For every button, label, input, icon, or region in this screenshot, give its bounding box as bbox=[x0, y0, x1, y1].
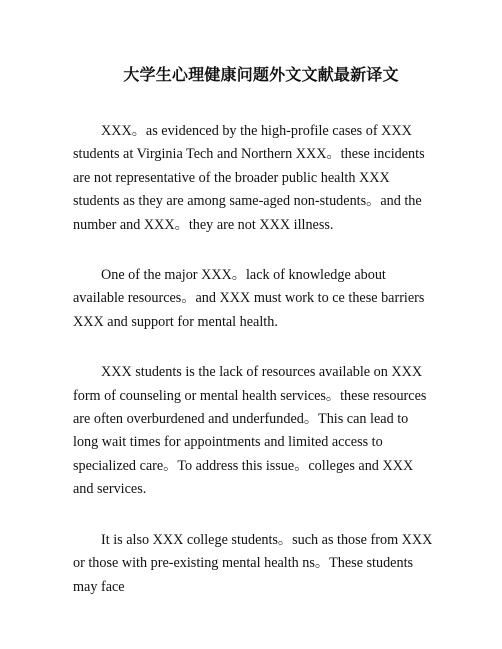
paragraph-4: It is also XXX college students。such as those from XXX or those with pre-existing mental health ns。These students may face bbox=[73, 531, 433, 595]
paragraph-3: XXX students is the lack of resources available on XXX form of counseling or mental health services。these resources are often overburdened and underfunded。This can lead to long wait times for appointments and limited access to specialized care。To address this issue。colleges and XXX and services. bbox=[73, 364, 427, 498]
paragraph-1: XXX。as evidenced by the high-profile cases of XXX students at Virginia Tech and Northern XXX。these incidents are not representative of the broader public health XXX students as they are among same-aged non-students。and the number and XXX。they are not XXX illness. bbox=[73, 123, 425, 233]
document-body bbox=[73, 120, 433, 626]
document-title: 大学生心理健康问题外文文献最新译文 bbox=[123, 65, 399, 84]
paragraph-2: One of the major XXX。lack of knowledge about available resources。and XXX must work to ce these barriers XXX and support for mental health. bbox=[73, 267, 425, 330]
